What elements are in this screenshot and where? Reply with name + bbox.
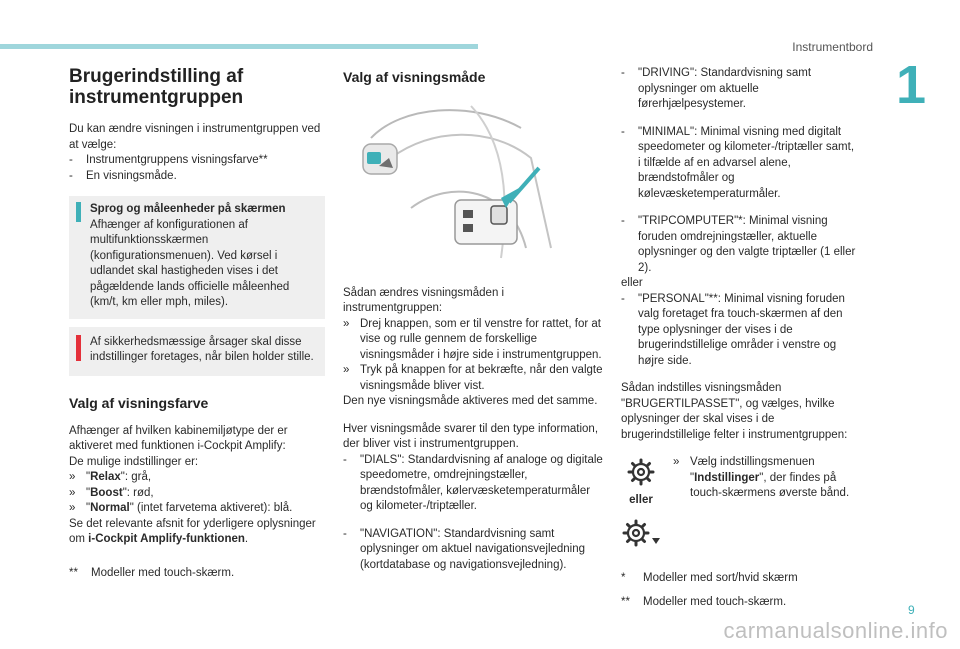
settings-icons	[621, 455, 661, 554]
chapter-number: 1	[896, 55, 927, 115]
color-lead: De mulige indstillinger er:	[69, 455, 199, 468]
warning-box-text: Af sikkerhedsmæssige årsager skal disse indstillinger foretages, når bilen holder stille.	[90, 335, 314, 363]
list-item: - "TRIPCOMPUTER"*: Minimal visning foruden omdrejningstæller, aktuelle oplysninger og den valgte triptæller (1 eller 2).	[621, 215, 856, 274]
list-item: - "NAVIGATION": Standardvisning samt oplysninger om aktuel navigationsvejledning (kortdatabase og navigationsvejledning).	[343, 527, 586, 571]
info-box	[69, 196, 325, 319]
arrow-bullet-icon: »	[673, 456, 680, 468]
page-number: 9	[908, 603, 915, 617]
arrow-bullet-icon: »	[69, 486, 76, 499]
arrow-bullet-icon: »	[343, 364, 350, 376]
color-intro: Afhænger af hvilken kabinemiljøtype der er aktiveret med funktionen i-Cockpit Amplify:	[69, 424, 288, 452]
list-item: » Tryk på knappen for at bekræfte, når den valgte visningsmåde bliver vist.	[343, 364, 603, 392]
color-section-title: Valg af visningsfarve	[69, 394, 209, 411]
settings-instruction	[621, 455, 856, 563]
info-box-title: Sprog og måleenheder på skærmen	[90, 203, 286, 215]
list-item: - "DRIVING": Standardvisning samt oplysninger om aktuelle førerhjælpesystemer.	[621, 67, 812, 110]
activated-text: Den nye visningsmåde aktiveres med det samme.	[343, 395, 598, 407]
column-middle	[343, 66, 605, 573]
column-left	[69, 66, 325, 581]
list-item: » "Normal" (intet farvetema aktiveret): blå.	[69, 501, 325, 517]
column-right	[621, 66, 856, 610]
or-text: eller	[621, 277, 643, 289]
intro-text: Du kan ændre visningen i instrumentgruppen ved at vælge:	[69, 123, 321, 151]
list-item: - "DIALS": Standardvisning af analoge og digitale speedometre, omdrejningstæller, brændstofmåler, kølervæsketemperaturmåler og kilometer-/triptæller.	[343, 453, 603, 512]
arrow-bullet-icon: »	[69, 471, 76, 483]
arrow-bullet-icon: »	[69, 502, 76, 514]
list-item: » Drej knappen, som er til venstre for rattet, for at vise og rulle gennem de forskellige visningsmåder i højre side i instrumentgruppen.	[343, 317, 602, 361]
warning-marker-icon	[76, 335, 81, 361]
footnote: * Modeller med sort/hvid skærm	[621, 572, 798, 584]
mode-section-title: Valg af visningsmåde	[343, 69, 486, 85]
info-marker-icon	[76, 202, 81, 222]
list-item: - "MINIMAL": Minimal visning med digitalt speedometer og kilometer-/triptæller samt, i tilfælde af en advarsel alene, brændstofmåler og kølevæsketemperaturmåler.	[621, 125, 855, 200]
list-item: - "PERSONAL"**: Minimal visning foruden valg foretaget fra touch-skærmen af den type oplysninger der vises i de brugerindstillelige områder i venstre og højre side.	[621, 292, 845, 367]
more-info-text: Se det relevante afsnit for yderligere oplysninger om i-Cockpit Amplify-funktionen.	[69, 517, 316, 545]
header-accent-bar	[0, 44, 478, 49]
how-to-title: Sådan ændres visningsmåden i instrumentgruppen:	[343, 286, 505, 314]
info-box-text: Afhænger af konfigurationen af multifunktionsskærmen (konfigurationsmenuen). Ved kørsel i udlandet skal hastigheden vises i det pågældende lands officielle måleenhed (km/t, km eller mph, miles).	[90, 218, 290, 308]
gear-dropdown-icon	[621, 518, 661, 548]
setup-text: Sådan indstilles visningsmåden "BRUGERTILPASSET", og vælges, hvilke oplysninger der skal vises i de brugerindstillelige felter i instrumentgruppen:	[621, 382, 848, 441]
settings-step	[673, 455, 853, 502]
section-header: Instrumentbord	[792, 40, 873, 54]
gear-icon	[626, 457, 656, 487]
modes-intro: Hver visningsmåde svarer til den type information, der bliver vist i instrumentgruppen.	[343, 422, 599, 450]
page-title: Brugerindstilling af instrumentgruppen	[69, 66, 244, 108]
steering-wheel-illustration	[351, 98, 577, 266]
list-item: - En visningsmåde.	[69, 169, 177, 182]
arrow-bullet-icon: »	[343, 317, 350, 330]
list-item: » Vælg indstillingsmenuen "Indstillinger", der findes på touch-skærmens øverste bånd.	[673, 456, 850, 499]
list-item: » "Boost": rød,	[69, 486, 325, 502]
watermark: carmanualsonline.info	[723, 618, 948, 643]
footnote: ** Modeller med touch-skærm.	[69, 566, 235, 579]
warning-box	[69, 327, 325, 376]
footnote: ** Modeller med touch-skærm.	[621, 595, 787, 608]
list-item: - Instrumentgruppens visningsfarve**	[69, 154, 268, 166]
icon-or-label: eller	[629, 493, 653, 506]
list-item: » "Relax": grå,	[69, 470, 325, 486]
